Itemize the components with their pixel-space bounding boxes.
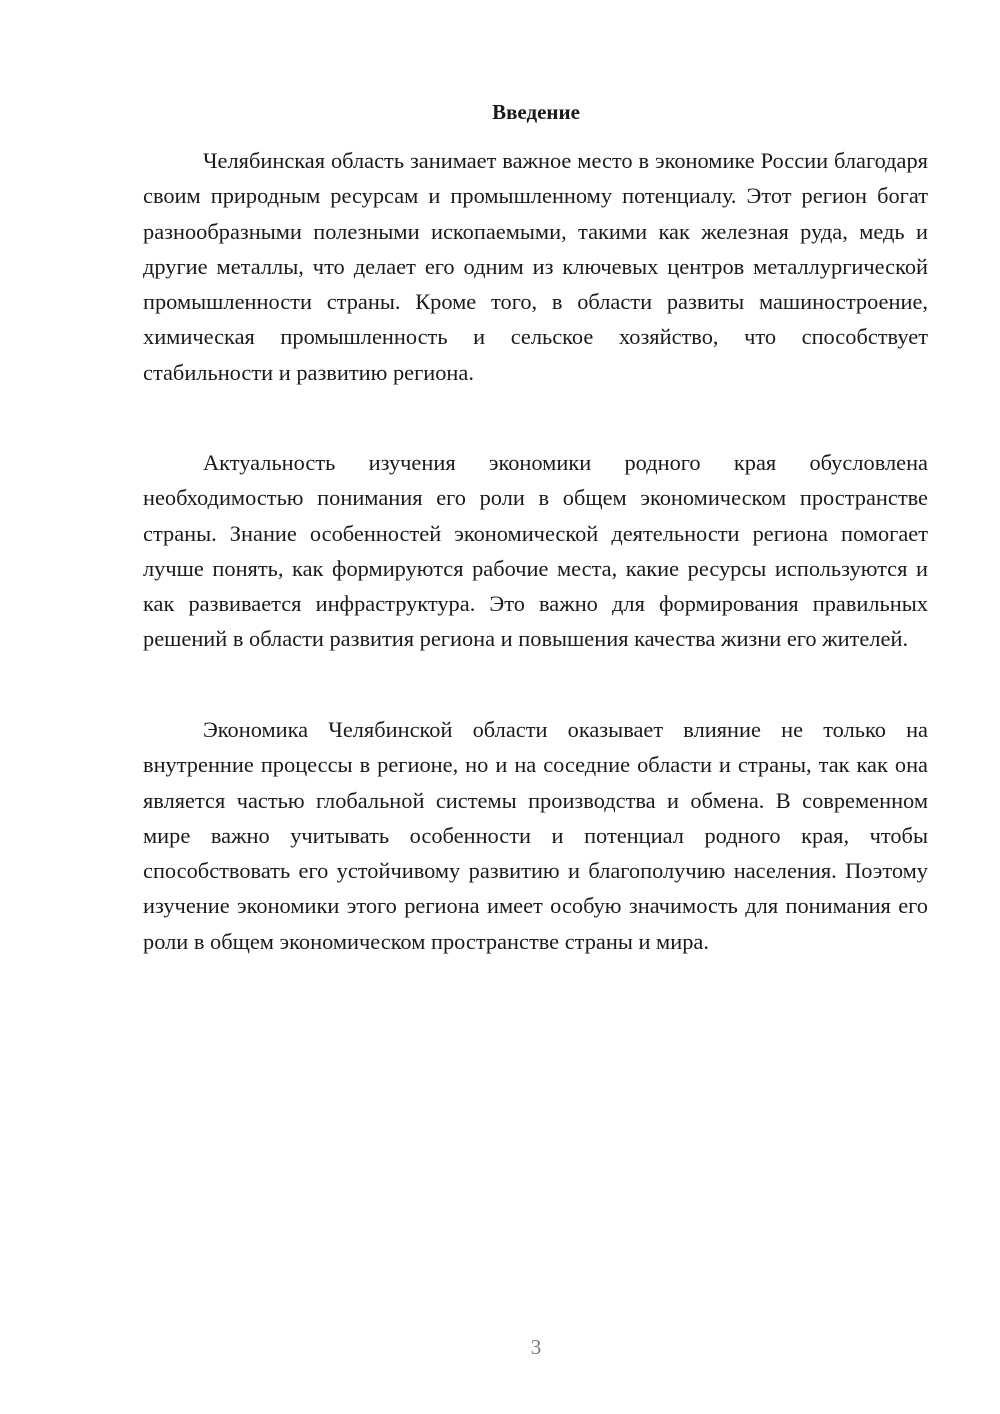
paragraph-intro: Челябинская область занимает важное место в экономике России благодаря своим природным ресурсам и промышленному потенциалу. Этот регион богат разнообразными полезными ископаемыми, такими как железная руда, медь и другие металлы, что делает его одним из ключевых центров металлургической промышленности страны. Кроме того, в области развиты машиностроение, химическая промышленность и сельское хозяйство, что способствует стабильности и развитию региона.: [143, 148, 928, 385]
page-number: 3: [530, 1335, 542, 1359]
paragraph-influence: Экономика Челябинской области оказывает влияние не только на внутренние процессы в регионе, но и на соседние области и страны, так как она является частью глобальной системы производства и обмена. В современном мире важно учитывать особенности и потенциал родного края, чтобы способствовать его устойчивому развитию и благополучию населения. Поэтому изучение экономики этого региона имеет особую значимость для понимания его роли в общем экономическом пространстве страны и мира.: [143, 717, 928, 954]
paragraph-relevance: Актуальность изучения экономики родного края обусловлена необходимостью понимания его роли в общем экономическом пространстве страны. Знание особенностей экономической деятельности региона помогает лучше понять, как формируются рабочие места, какие ресурсы используются и как развивается инфраструктура. Это важно для формирования правильных решений в области развития региона и повышения качества жизни его жителей.: [143, 450, 928, 652]
section-heading: Введение: [492, 100, 580, 124]
